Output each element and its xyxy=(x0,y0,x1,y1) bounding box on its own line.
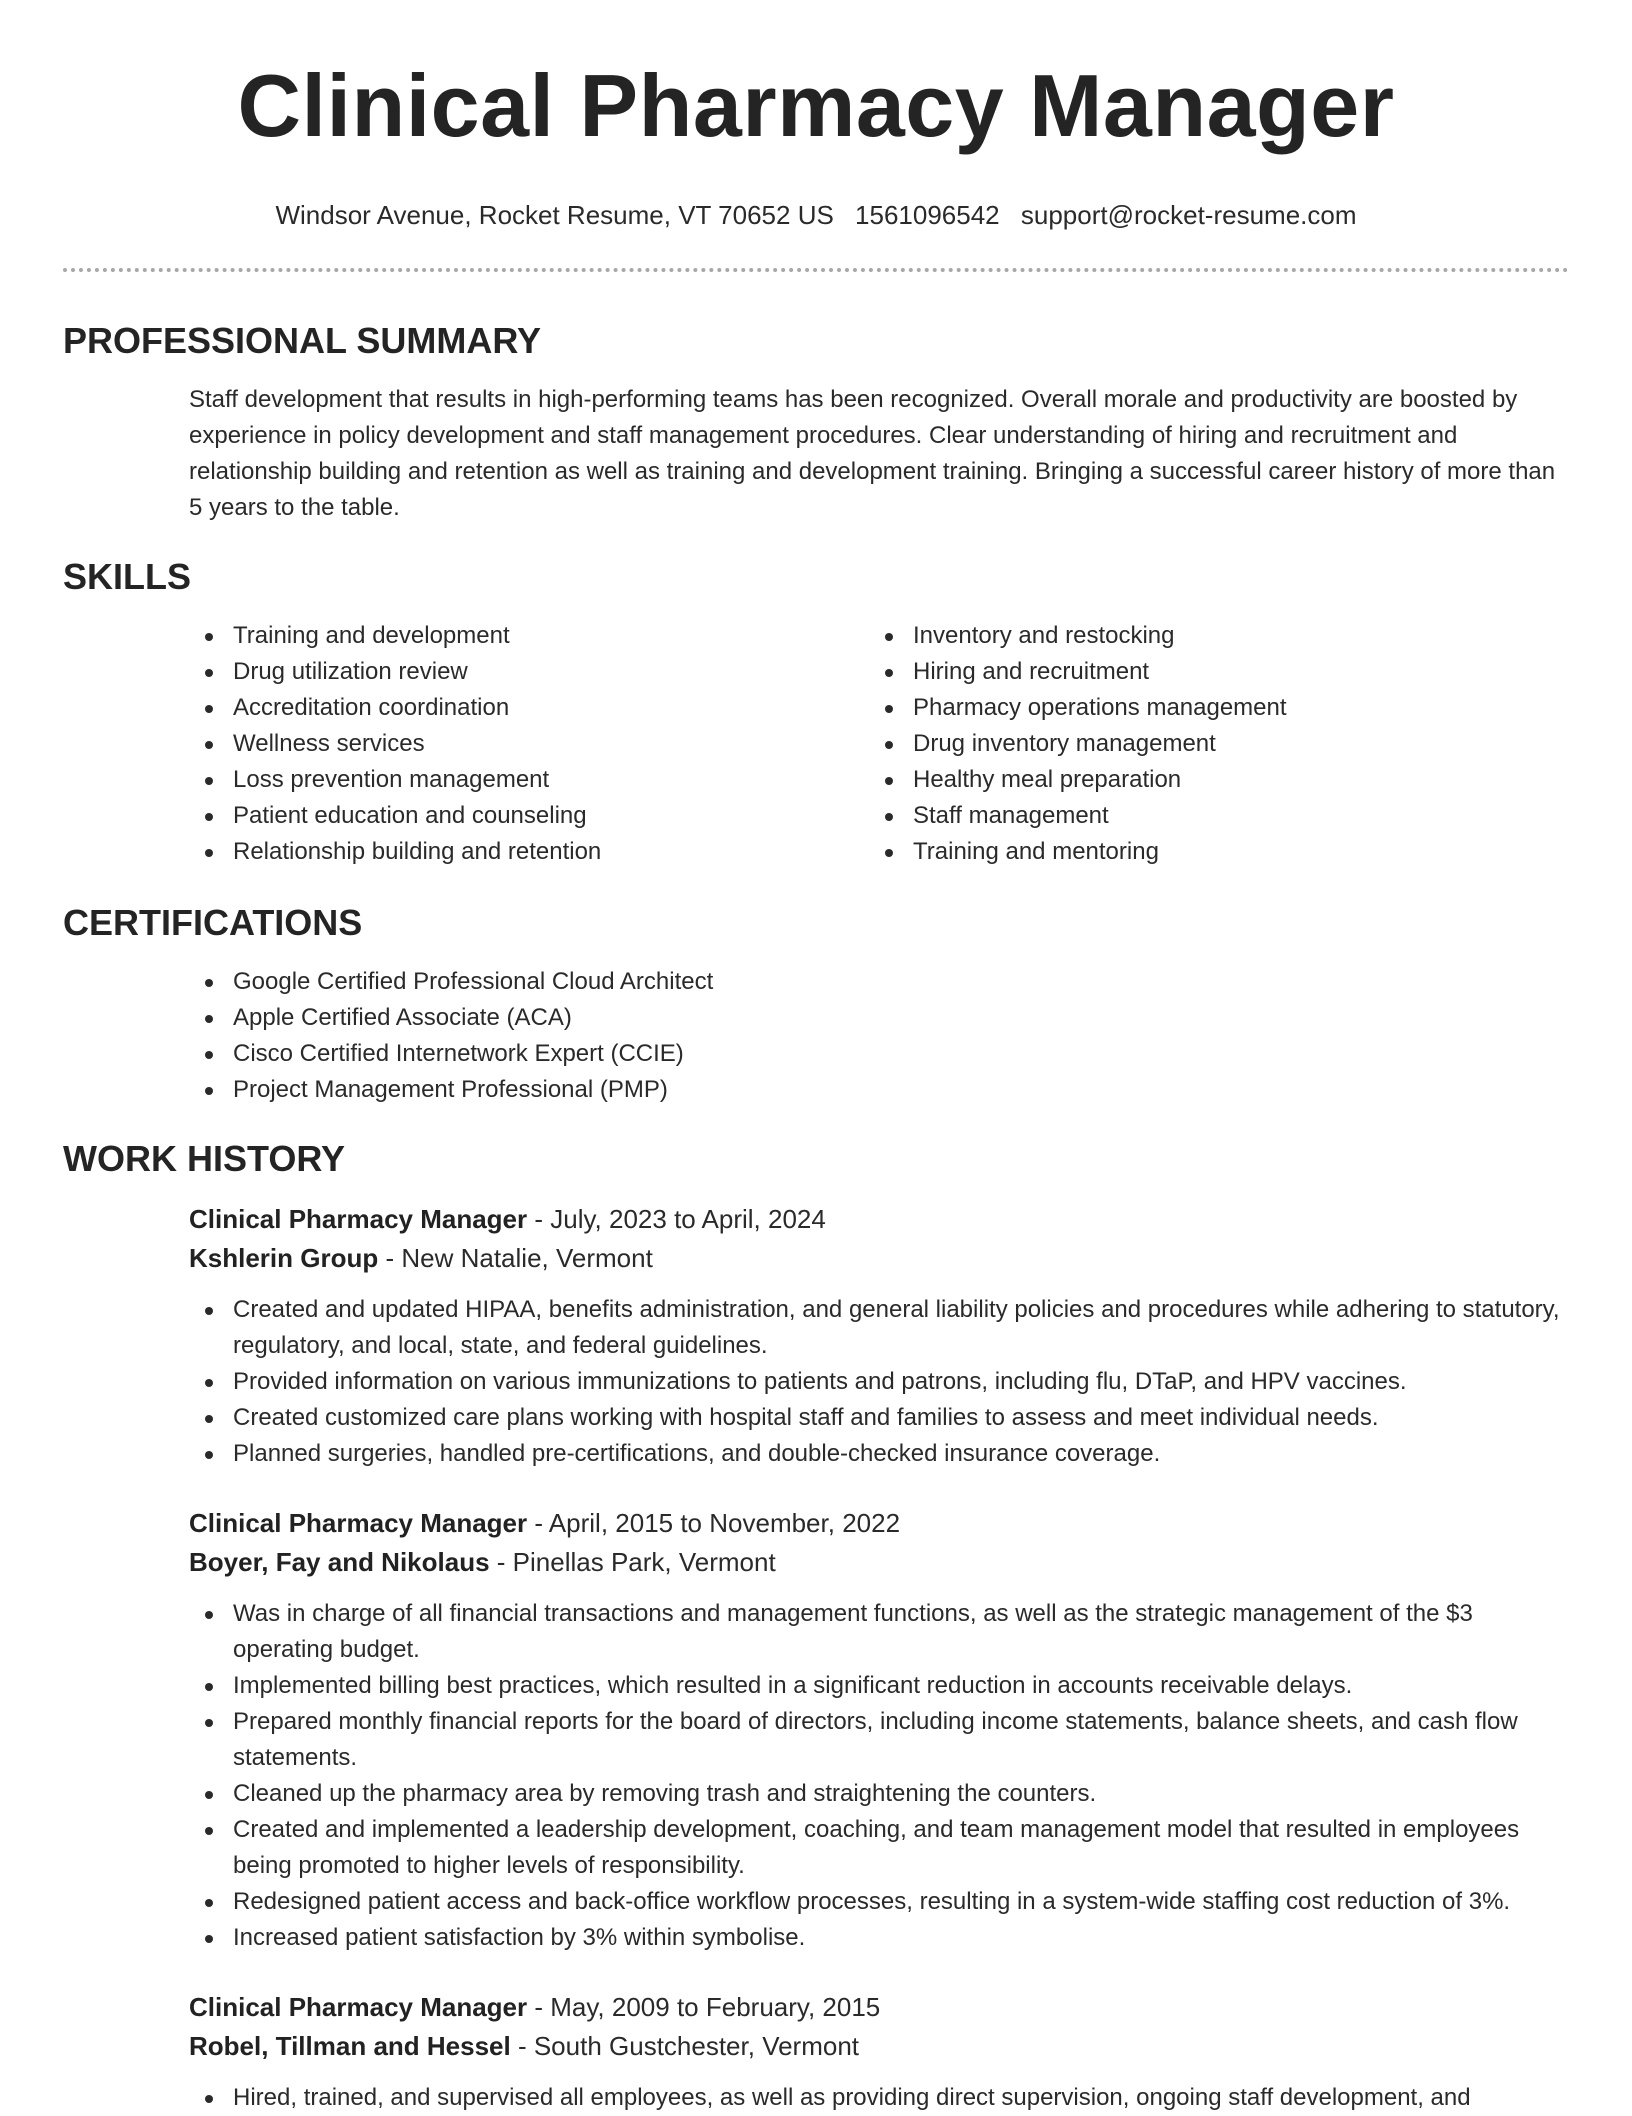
job-role: Clinical Pharmacy Manager xyxy=(189,1992,528,2022)
certification-item: Apple Certified Associate (ACA) xyxy=(189,1000,1632,1036)
job-dates: - July, 2023 to April, 2024 xyxy=(527,1204,826,1234)
skill-item: Training and mentoring xyxy=(869,834,1549,870)
skill-item: Hiring and recruitment xyxy=(869,654,1549,690)
contact-email: support@rocket-resume.com xyxy=(1020,200,1357,230)
job-role: Clinical Pharmacy Manager xyxy=(189,1204,528,1234)
contact-phone: 1561096542 xyxy=(855,200,1000,230)
skill-item: Training and development xyxy=(189,618,869,654)
job-role: Clinical Pharmacy Manager xyxy=(189,1508,528,1538)
skills-list-left xyxy=(189,618,869,870)
job-bullets xyxy=(189,2080,1569,2116)
job-bullet: Redesigned patient access and back-office workflow processes, resulting in a system-wide staffing cost reduction of 3%. xyxy=(189,1884,1569,1920)
certification-item: Google Certified Professional Cloud Architect xyxy=(189,964,1632,1000)
skill-item: Inventory and restocking xyxy=(869,618,1549,654)
job-bullet: Was in charge of all financial transactions and management functions, as well as the strategic management of the $3 operating budget. xyxy=(189,1596,1569,1668)
certification-item: Project Management Professional (PMP) xyxy=(189,1072,1632,1108)
job-dates: - May, 2009 to February, 2015 xyxy=(527,1992,881,2022)
job-bullets xyxy=(189,1596,1569,1956)
skills-list-right xyxy=(869,618,1549,870)
job-bullets xyxy=(189,1292,1569,1472)
job-bullet: Created and implemented a leadership development, coaching, and team management model that resulted in employees being promoted to higher levels of responsibility. xyxy=(189,1812,1569,1884)
resume-name: Clinical Pharmacy Manager xyxy=(237,56,1395,155)
job-entry xyxy=(189,1988,1569,2116)
job-location: - Pinellas Park, Vermont xyxy=(489,1547,776,1577)
skill-item: Relationship building and retention xyxy=(189,834,869,870)
job-company: Robel, Tillman and Hessel xyxy=(189,2031,511,2061)
header-divider xyxy=(63,268,1569,272)
job-bullet: Cleaned up the pharmacy area by removing trash and straightening the counters. xyxy=(189,1776,1569,1812)
job-company: Kshlerin Group xyxy=(189,1243,379,1273)
work-history-heading: WORK HISTORY xyxy=(63,1138,346,1179)
skill-item: Pharmacy operations management xyxy=(869,690,1549,726)
summary-heading: PROFESSIONAL SUMMARY xyxy=(63,320,542,361)
skill-item: Loss prevention management xyxy=(189,762,869,798)
skill-item: Healthy meal preparation xyxy=(869,762,1549,798)
skills-columns xyxy=(189,618,1632,870)
job-bullet: Implemented billing best practices, which resulted in a significant reduction in accounts receivable delays. xyxy=(189,1668,1569,1704)
job-title-line xyxy=(189,1988,1569,2027)
job-bullet: Increased patient satisfaction by 3% within symbolise. xyxy=(189,1920,1569,1956)
job-company-line xyxy=(189,1239,1569,1278)
skills-heading: SKILLS xyxy=(63,556,192,597)
job-location: - New Natalie, Vermont xyxy=(378,1243,653,1273)
job-company: Boyer, Fay and Nikolaus xyxy=(189,1547,490,1577)
summary-text: Staff development that results in high-performing teams has been recognized. Overall morale and productivity are boosted by experience in policy development and staff management procedures. Clear understanding of hiring and recruitment and relationship building and retention as well as training and development training. Bringing a successful career history of more than 5 years to the table. xyxy=(189,386,1556,521)
job-bullet: Created customized care plans working with hospital staff and families to assess and meet individual needs. xyxy=(189,1400,1569,1436)
job-location: - South Gustchester, Vermont xyxy=(510,2031,860,2061)
job-bullet: Prepared monthly financial reports for the board of directors, including income statements, balance sheets, and cash flow statements. xyxy=(189,1704,1569,1776)
skill-item: Wellness services xyxy=(189,726,869,762)
job-dates: - April, 2015 to November, 2022 xyxy=(527,1508,901,1538)
skill-item: Accreditation coordination xyxy=(189,690,869,726)
job-bullet: Created and updated HIPAA, benefits administration, and general liability policies and procedures while adhering to statutory, regulatory, and local, state, and federal guidelines. xyxy=(189,1292,1569,1364)
job-bullet: Hired, trained, and supervised all employees, as well as providing direct supervision, ongoing staff development, and xyxy=(189,2080,1569,2116)
certifications-heading: CERTIFICATIONS xyxy=(63,902,363,943)
job-title-line xyxy=(189,1200,1569,1239)
job-entry xyxy=(189,1200,1569,1472)
skill-item: Drug inventory management xyxy=(869,726,1549,762)
certification-item: Cisco Certified Internetwork Expert (CCIE) xyxy=(189,1036,1632,1072)
skill-item: Staff management xyxy=(869,798,1549,834)
job-company-line xyxy=(189,2027,1569,2066)
skill-item: Drug utilization review xyxy=(189,654,869,690)
job-title-line xyxy=(189,1504,1569,1543)
job-bullet: Planned surgeries, handled pre-certifications, and double-checked insurance coverage. xyxy=(189,1436,1569,1472)
certifications-list xyxy=(189,964,1632,1108)
contact-address: Windsor Avenue, Rocket Resume, VT 70652 US xyxy=(275,200,834,230)
job-bullet: Provided information on various immunizations to patients and patrons, including flu, DTaP, and HPV vaccines. xyxy=(189,1364,1569,1400)
skill-item: Patient education and counseling xyxy=(189,798,869,834)
contact-line xyxy=(0,198,1632,232)
job-company-line xyxy=(189,1543,1569,1582)
job-entry xyxy=(189,1504,1569,1956)
